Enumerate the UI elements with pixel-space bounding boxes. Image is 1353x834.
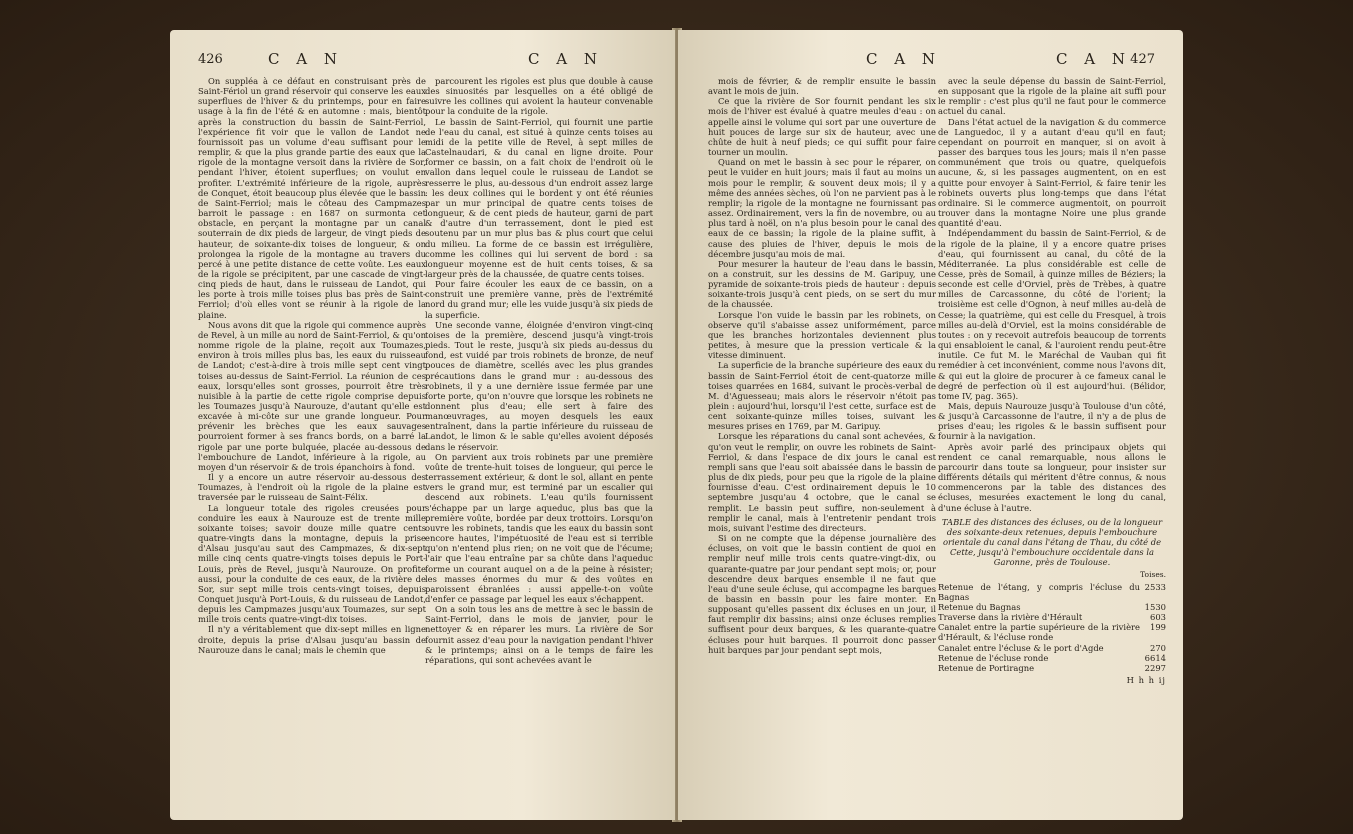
table-row <box>938 622 1166 642</box>
left-running-head-b: C A N <box>528 50 603 68</box>
table-row-label: Canalet entre l'écluse & le port d'Agde <box>938 642 1104 653</box>
left-column-1 <box>198 76 426 655</box>
paragraph: Indépendamment du bassin de Saint-Ferriol, & de la rigole de la plaine, il y a encore quatre prises d'eau, qui fournissent au canal, du côté de la Méditerranée. La plus considérable est celle de Cesse, près de Somail, à quinze milles de Béziers; la seconde est celle d'Orviel, près de Trèbes, à quatre milles de Carcassonne, du côté de l'orient; la troisième est celle d'Ognon, à neuf milles au-delà de Cesse; la quatrième, qui est celle du Fresquel, à trois milles au-delà d'Orviel, est la moins considérable de toutes : on y recevoit autrefois beaucoup de torrents qui ensabloient le canal, & l'auroient rendu peut-être inutile. Ce fut M. le Maréchal de Vauban qui fit remédier à cet inconvénient, comme nous l'avons dit, & qui eut la gloire de procurer à ce fameux canal le degré de perfection où il est aujourd'hui. (Bélidor, tome IV, pag. 365). <box>938 228 1166 401</box>
paragraph: La longueur totale des rigoles creusées pour conduire les eaux à Naurouze est de trente mille soixante toises; savoir douze mille quatre cents quatre-vingts dans la montagne, depuis la prise d'Alsau jusqu'au saut des Campmazes, & dix-sept mille cinq cents quatre-vingts toises depuis le Port-Louis, près de Revel, jusqu'à Naurouze. On profite aussi, pour la conduite de ces eaux, de la rivière de Sor, sur sept mille trois cents-vingt toises, depuis Conquet jusqu'à Port-Louis, & du ruisseau de Landot, depuis les Campmazes jusqu'aux Toumazes, sur sept mille trois cents quatre-vingt-dix toises. <box>198 502 426 625</box>
right-column-1 <box>708 76 936 655</box>
paragraph: Mais, depuis Naurouze jusqu'à Toulouse d'un côté, & jusqu'à Carcassonne de l'autre, il n'y a de plus de prises d'eau; les rigoles & le bassin suffisent pour fournir à la navigation. <box>938 401 1166 442</box>
table-row-label: Traverse dans la rivière d'Hérault <box>938 612 1083 623</box>
left-page-header <box>198 50 647 72</box>
paragraph: Le bassin de Saint-Ferriol, qui fournit une partie de l'eau du canal, est situé à quinze cents toises au midi de la petite ville de Revel, à sept milles de Castelnaudari, & du canal en ligne droite. Pour former ce bassin, on a fait choix de l'endroit où le vallon dans lequel coule le ruisseau de Landot se resserre le plus, au-dessous d'un endroit assez large : les deux collines qui le bordent y ont été réunies par un mur principal de quatre cents toises de longueur, & de cent pieds de hauteur, garni de part & d'autre d'un terrassement, dont le pied est soutenu par un mur plus bas & plus court que celui du milieu. La forme de ce bassin est irrégulière, comme les collines qui lui servent de bord : sa longueur moyenne est de huit cents toises, & sa largeur près de la chaussée, de quatre cents toises. <box>425 116 653 279</box>
table-row <box>938 653 1166 663</box>
right-page-number: 427 <box>1130 52 1155 67</box>
right-column-2 <box>938 76 1166 685</box>
right-page <box>678 30 1183 820</box>
paragraph: Après avoir parlé des principaux objets qui rendent ce canal remarquable, nous allons le parcourir dans toute sa longueur, pour insister sur différents détails qui méritent d'être connus, & nous commencerons par la table des distances des écluses, mesurées exactement le long du canal, d'une écluse à l'autre. <box>938 441 1166 513</box>
left-page <box>170 30 675 820</box>
table-row-label: Retenue de l'écluse ronde <box>938 652 1049 663</box>
paragraph: parcourent les rigoles est plus que double à cause des sinuosités par lesquelles on a été obligé de suivre les collines qui avoient la hauteur convenable pour la conduite de la rigole. <box>425 76 653 117</box>
table-row <box>938 663 1166 673</box>
paragraph: Pour mesurer la hauteur de l'eau dans le bassin, on a construit, sur les dessins de M. Garipuy, une pyramide de soixante-trois pieds de hauteur : depuis soixante-trois jusqu'à cent pieds, on se sert du mur de la chaussée. <box>708 258 936 310</box>
right-running-head-a: C A N <box>866 50 941 68</box>
distance-table-unit: Toises. <box>1140 569 1166 579</box>
paragraph: Il y a encore un autre réservoir au-dessous des Toumazes, à l'endroit où la rigole de la plaine est traversée par le ruisseau de Saint-Félix. <box>198 472 426 503</box>
paragraph: Lorsque les réparations du canal sont achevées, & qu'on veut le remplir, on ouvre les robinets de Saint-Ferriol, & dans l'espace de dix jours le canal est rempli sans que l'eau soit abaissée dans le bassin de plus de dix pieds, pour peu que la rigole de la plaine fournisse d'eau. C'est ordinairement depuis le 10 septembre jusqu'au 4 octobre, que le canal se remplit. Le bassin peut suffire, non-seulement à remplir le canal, mais à l'entretenir pendant trois mois, suivant l'estime des directeurs. <box>708 431 936 533</box>
paragraph: Quand on met le bassin à sec pour le réparer, on peut le vuider en huit jours; mais il faut au moins un mois pour le remplir, & souvent deux mois; il y a même des années sèches, où l'on ne parvient pas à le remplir; la rigole de la montagne ne fournissant pas assez. Ordinairement, vers la fin de novembre, ou au plus tard à noël, on n'a plus besoin pour le canal des eaux de ce bassin; la rigole de la plaine suffit, à cause des pluies de l'hiver, depuis le mois de décembre jusqu'au mois de mai. <box>708 157 936 259</box>
table-row <box>938 602 1166 612</box>
paragraph: Si on ne compte que la dépense journalière des écluses, on voit que le bassin contient de quoi en remplir neuf mille trois cents quatre-vingt-dix, ou quarante-quatre par jour pendant sept mois; or, pour descendre deux barques ensemble il ne faut que l'eau d'une seule écluse, qui accompagne les barques de bassin en bassin pour les faire monter. En supposant qu'elles passent dix écluses en un jour, il faut remplir dix bassins; ainsi onze écluses remplies suffisent pour deux barques, & les quarante-quatre écluses pour huit barques. Il pourroit donc passer huit barques par jour pendant sept mois, <box>708 533 936 655</box>
paragraph: La superficie de la branche supérieure des eaux du bassin de Saint-Ferriol étoit de cent-quatorze mille toises quarrées en 1684, suivant le procès-verbal de M. d'Aguesseau; mais alors le réservoir n'étoit pas plein : aujourd'hui, lorsqu'il l'est cette, surface est de cent soixante-quinze milles toises, suivant les mesures prises en 1769, par M. Garipuy. <box>708 360 936 432</box>
left-page-number: 426 <box>198 52 223 67</box>
distance-table-title: TABLE des distances des écluses, ou de la longueur des soixante-deux retenues, depuis l'embouchure orientale du canal dans l'étang de Thau, du côté de Cette, jusqu'à l'embouchure occidentale dans la Garonne, près de Toulouse. <box>941 516 1163 568</box>
paragraph: Ce que la rivière de Sor fournit pendant les six mois de l'hiver est évalué à quatre meules d'eau : on appelle ainsi le volume qui sort par une ouverture de huit pouces de large sur six de hauteur, avec une chûte de huit à neuf pieds; ce qui suffit pour faire tourner un moulin. <box>708 96 936 158</box>
right-running-head-b: C A N <box>1056 50 1131 68</box>
table-row-value: 2297 <box>1144 662 1166 673</box>
table-row-value: 2533 <box>1144 581 1166 592</box>
paragraph: Nous avons dit que la rigole qui commence auprès de Revel, à un mille au nord de Saint-Ferriol, & qu'on nomme rigole de la plaine, reçoit aux Toumazes, environ à trois milles plus bas, les eaux du ruisseau de Landot; c'est-à-dire à trois mille sept cent vingt toises au-dessus de Saint-Ferriol. La réunion de ces eaux, lorsqu'elles sont grosses, pourroit être très nuisible à la partie de cette rigole comprise depuis les Toumazes jusqu'à Naurouze, d'autant qu'elle est excavée à mi-côte sur une grande longueur. Pour prévenir les brèches que les eaux sauvages pourroient former à ses francs bords, on a barré la rigole par une porte bulquée, placée au-dessous de l'embouchure de Landot, inférieure à la rigole, au moyen d'un réservoir & de trois épanchoirs à fond. <box>198 319 426 472</box>
table-row <box>938 643 1166 653</box>
table-row-value: 199 <box>1150 622 1166 633</box>
paragraph: Lorsque l'on vuide le bassin par les robinets, on observe qu'il s'abaisse assez uniformément, parce que les branches horizontales deviennent plus petites, à mesure que la pression verticale & la vitesse diminuent. <box>708 309 936 361</box>
table-row-value: 1530 <box>1144 601 1166 612</box>
signature-mark: H h h ij <box>1126 675 1166 686</box>
table-row-value: 603 <box>1150 612 1166 623</box>
distance-table <box>938 582 1166 673</box>
table-row <box>938 612 1166 622</box>
paragraph: Il n'y a véritablement que dix-sept milles en ligne droite, depuis la prise d'Alsau jusqu'au bassin de Naurouze dans le canal; mais le chemin que <box>198 624 426 655</box>
paragraph: Une seconde vanne, éloignée d'environ vingt-cinq toises de la première, descend jusqu'à vingt-trois pieds. Tout le reste, jusqu'à six pieds au-dessus du fond, est vuidé par trois robinets de bronze, de neuf pouces de diamètre, scellés avec les plus grandes précautions dans le grand mur : au-dessous des robinets, il y a une dernière issue fermée par une forte porte, qu'on n'ouvre que lorsque les robinets ne donnent plus d'eau; elle sert à faire des manœuvrages, au moyen desquels les eaux entraînent, dans la partie inférieure du ruisseau de Landot, le limon & le sable qu'elles avoient déposés dans le réservoir. <box>425 319 653 452</box>
table-row-label: Retenue du Bagnas <box>938 601 1021 612</box>
table-row-label: Canalet entre la partie supérieure de la rivière d'Hérault, & l'écluse ronde <box>938 622 1140 643</box>
right-page-header <box>706 50 1155 72</box>
paragraph: On parvient aux trois robinets par une première voûte de trente-huit toises de longueur, qui perce le terrassement extérieur, & dont le sol, allant en pente vers le grand mur, est terminé par un escalier qui descend aux robinets. L'eau qu'ils fournissent s'échappe par un large aqueduc, plus bas que la première voûte, bordée par deux trottoirs. Lorsqu'on ouvre les robinets, tandis que les eaux du bassin sont encore hautes, l'impétuosité de l'eau est si terrible qu'on n'entend plus rien; on ne voit que de l'écume; l'air que l'eau entraîne par sa chûte dans l'aqueduc forme un courant auquel on a de la peine à résister; les masses énormes du mur & des voûtes en paroissent ébranlées : aussi appelle-t-on voûte d'enfer ce passage par lequel les eaux s'échappent. <box>425 451 653 604</box>
paragraph: On suppléa à ce défaut en construisant près de Saint-Fériol un grand réservoir qui conserve les eaux superflues de l'hiver & du printemps, pour en faire usage à la fin de l'été & en automne : mais, bientôt après la construction du bassin de Saint-Ferriol, l'expérience fit voir que le vallon de Landot ne fournissoit pas un volume d'eau suffisant pour le remplir, & que la plus grande partie des eaux que la rigole de la montagne versoit dans la rivière de Sor, pendant l'hiver, étoient superflues; on voulut en profiter. L'extrémité inférieure de la rigole, auprès de Conquet, étoit beaucoup plus élevée que le bassin de Saint-Ferriol; mais le côteau des Campmazes barroit le passage : en 1687 on surmonta cet obstacle, en perçant la montagne par un canal souterrain de dix pieds de largeur, de vingt pieds de hauteur, de soixante-dix toises de longueur, & on prolongea la rigole de la montagne au travers du percé à une petite distance de cette voûte. Les eaux de la rigole se précipitent, par une cascade de vingt-cinq pieds de haut, dans le ruisseau de Landot, qui les porte à trois mille toises plus bas près de Saint-Ferriol; d'où elles vont se réunir à la rigole de la plaine. <box>198 76 426 320</box>
table-row-label: Retenue de Portiragne <box>938 662 1035 673</box>
left-column-2 <box>425 76 653 665</box>
table-row-value: 270 <box>1150 642 1166 653</box>
paragraph: Pour faire écouler les eaux de ce bassin, on a construit une première vanne, près de l'extrémité nord du grand mur; elle les vuide jusqu'à six pieds de la superficie. <box>425 279 653 320</box>
paragraph: mois de février, & de remplir ensuite le bassin avant le mois de juin. <box>708 76 936 97</box>
left-running-head-a: C A N <box>268 50 343 68</box>
paragraph: On a soin tous les ans de mettre à sec le bassin de Saint-Ferriol, dans le mois de janvier, pour le nettoyer & en réparer les murs. La rivière de Sor fournit assez d'eau pour la navigation pendant l'hiver & le printemps; ainsi on a le temps de faire les réparations, qui sont achevées avant le <box>425 604 653 665</box>
table-row-label: Retenue de l'étang, y compris l'écluse du Bagnas <box>938 581 1140 602</box>
table-row-value: 6614 <box>1144 652 1166 663</box>
paragraph: avec la seule dépense du bassin de Saint-Ferriol, en supposant que la rigole de la plaine ait suffi pour le remplir : c'est plus qu'il ne faut pour le commerce actuel du canal. <box>938 76 1166 117</box>
paragraph: Dans l'état actuel de la navigation & du commerce de Languedoc, il y a autant d'eau qu'il en faut; cependant on pourroit en manquer, si on avoit à passer des barques tous les jours; mais il n'en passe communément que trois ou quatre, quelquefois aucune, &, si les passages augmentent, on en est quitte pour envoyer à Saint-Ferriol, & faire tenir les robinets ouverts plus long-temps que dans l'état ordinaire. Si le commerce augmentoit, on pourroit trouver dans la montagne Noire une plus grande quantité d'eau. <box>938 116 1166 229</box>
table-row <box>938 582 1166 602</box>
